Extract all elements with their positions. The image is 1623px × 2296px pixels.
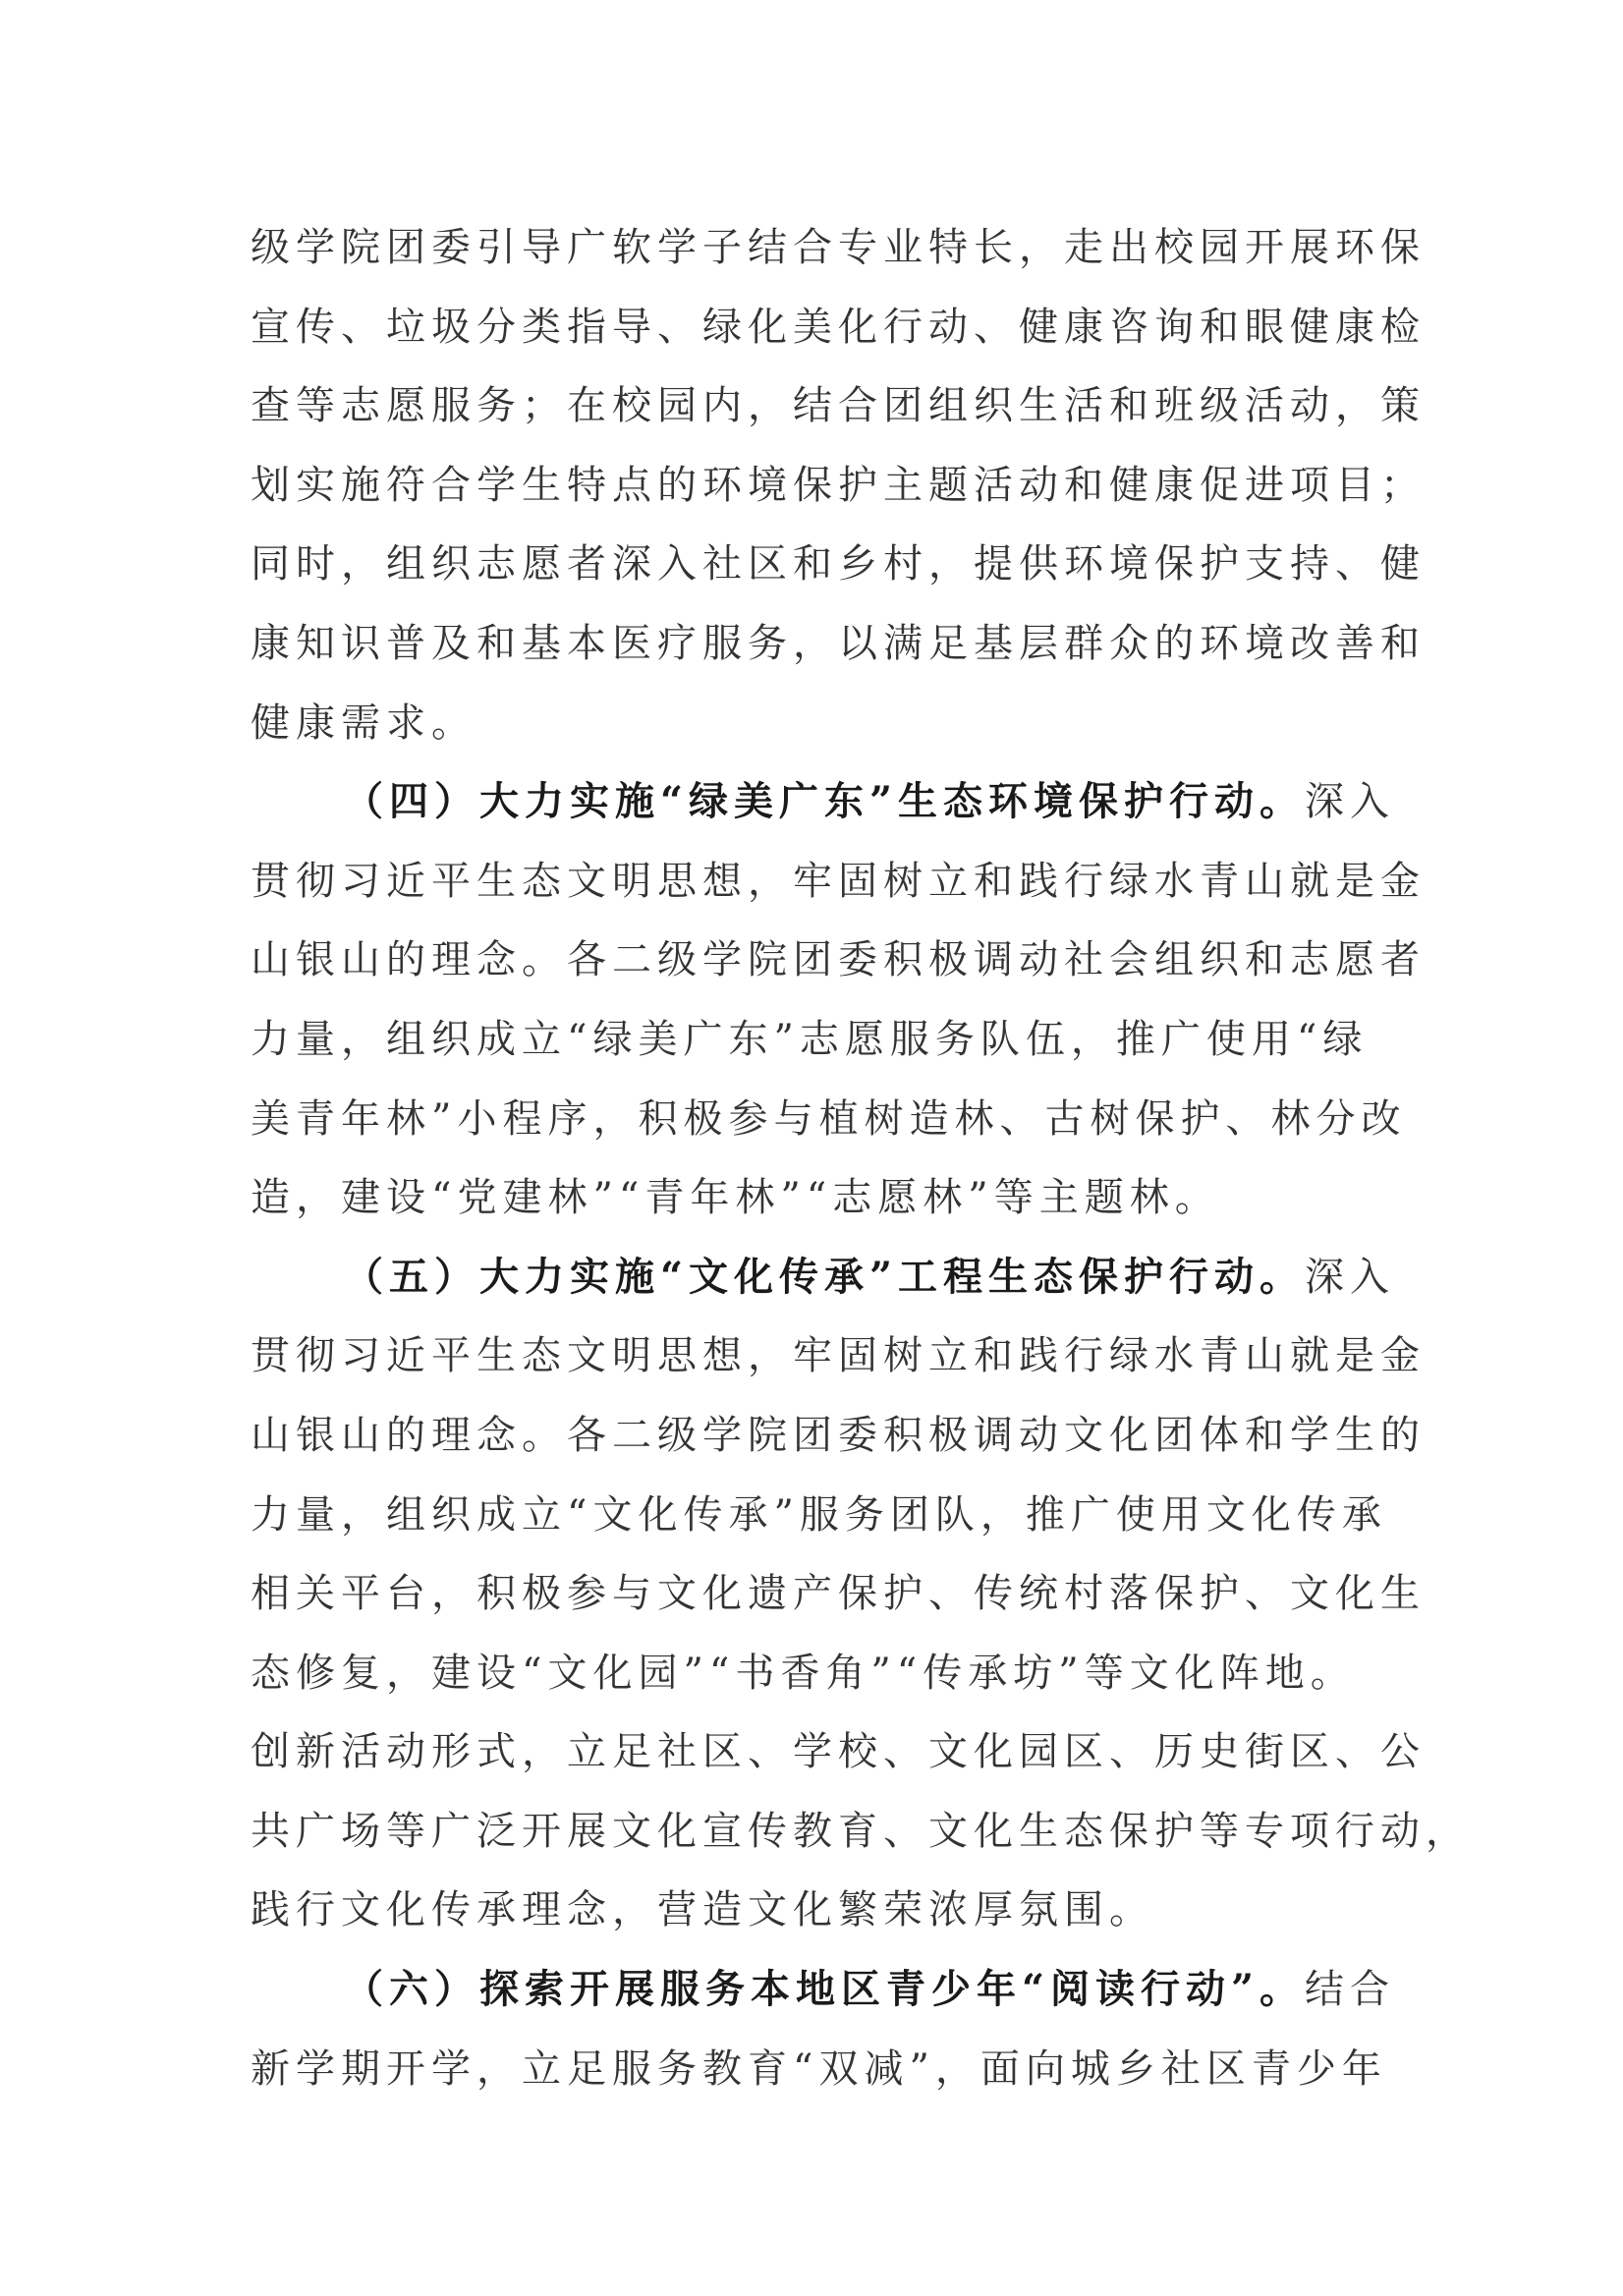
section-heading-continuation: 深入	[1305, 1254, 1396, 1300]
text-line: 造，建设“党建林”“青年林”“志愿林”等主题林。	[251, 1175, 1220, 1221]
text-line: 新学期开学，立足服务教育“双减”，面向城乡社区青少年	[251, 2045, 1387, 2092]
text-line: 划实施符合学生特点的环境保护主题活动和健康促进项目；	[251, 462, 1426, 508]
text-line: 山银山的理念。各二级学院团委积极调动社会组织和志愿者	[251, 937, 1426, 983]
text-line: 宣传、垃圾分类指导、绿化美化行动、健康咨询和眼健康检	[251, 304, 1426, 350]
text-line: 健康需求。	[251, 700, 476, 746]
section-heading-line	[251, 762, 1396, 842]
text-line: 共广场等广泛开展文化宣传教育、文化生态保护等专项行动，	[251, 1808, 1471, 1854]
section-heading-continuation: 结合	[1305, 1967, 1396, 2013]
text-line: 力量，组织成立“文化传承”服务团队，推广使用文化传承	[251, 1491, 1387, 1538]
text-line: 相关平台，积极参与文化遗产保护、传统村落保护、文化生	[251, 1571, 1426, 1617]
document-body	[251, 208, 1471, 2108]
text-line: 创新活动形式，立足社区、学校、文化园区、历史街区、公	[251, 1729, 1426, 1775]
text-line: 同时，组织志愿者深入社区和乡村，提供环境保护支持、健	[251, 541, 1426, 588]
text-line: 康知识普及和基本医疗服务，以满足基层群众的环境改善和	[251, 620, 1426, 666]
section-heading: （六）探索开展服务本地区青少年“阅读行动”。	[344, 1966, 1306, 2013]
section-heading-continuation: 深入	[1305, 779, 1396, 825]
text-line: 践行文化传承理念，营造文化繁荣浓厚氛围。	[251, 1887, 1154, 1933]
text-line: 山银山的理念。各二级学院团委积极调动文化团体和学生的	[251, 1412, 1426, 1458]
text-line: 贯彻习近平生态文明思想，牢固树立和践行绿水青山就是金	[251, 1333, 1426, 1379]
section-heading: （四）大力实施“绿美广东”生态环境保护行动。	[344, 778, 1306, 825]
section-heading: （五）大力实施“文化传承”工程生态保护行动。	[344, 1253, 1306, 1300]
text-line: 贯彻习近平生态文明思想，牢固树立和践行绿水青山就是金	[251, 858, 1426, 904]
text-line: 态修复，建设“文化园”“书香角”“传承坊”等文化阵地。	[251, 1650, 1356, 1696]
text-line: 级学院团委引导广软学子结合专业特长，走出校园开展环保	[251, 225, 1426, 270]
text-line: 美青年林”小程序，积极参与植树造林、古树保护、林分改	[251, 1095, 1407, 1142]
text-line: 查等志愿服务；在校园内，结合团组织生活和班级活动，策	[251, 383, 1426, 429]
section-heading-line	[251, 1950, 1396, 2030]
text-line: 力量，组织成立“绿美广东”志愿服务队伍，推广使用“绿	[251, 1016, 1369, 1062]
section-heading-line	[251, 1238, 1396, 1317]
